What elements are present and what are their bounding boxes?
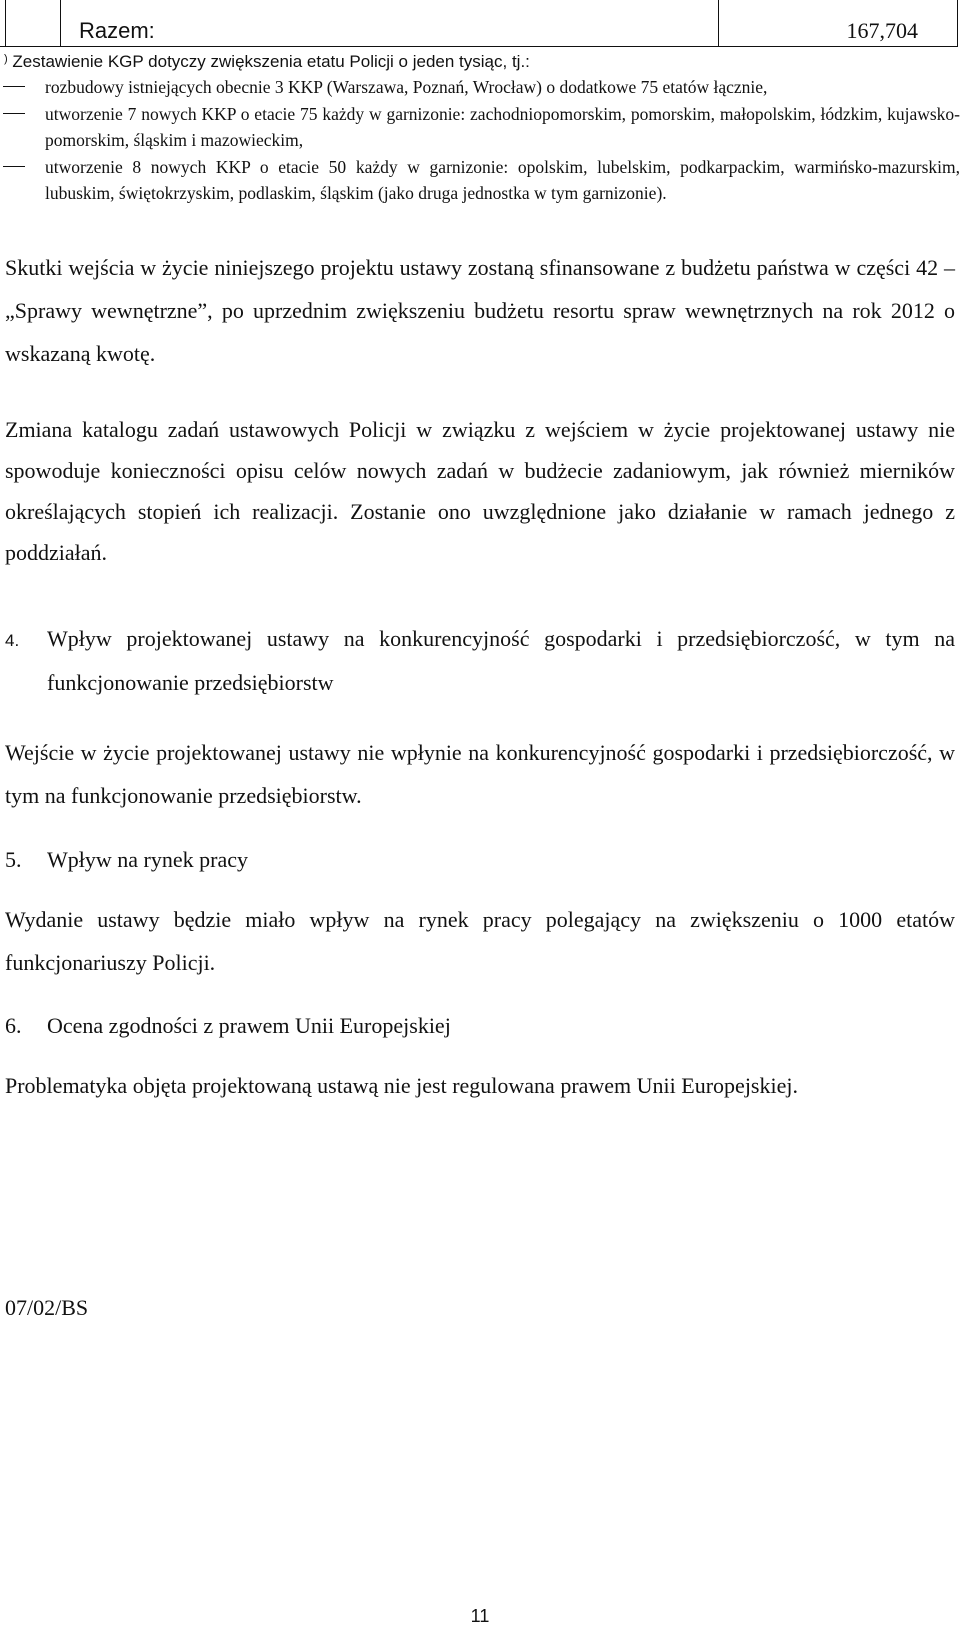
footnote-mark: ) [4,53,8,65]
footnote-text: Zestawienie KGP dotyczy zwiększenia etatu Policji o jeden tysiąc, tj.: [12,52,530,71]
section-title: Ocena zgodności z prawem Unii Europejskiej [47,1013,451,1038]
section-title: Wpływ na rynek pracy [47,847,248,872]
table-total-value: 167,704 [846,18,918,43]
list-item-text: utworzenie 8 nowych KKP o etacie 50 każdy w garnizonie: opolskim, lubelskim, podkarpackim, warmińsko-mazurskim, lubuskim, świętokrzyskim, podlaskim, śląskim (jako druga jednostka w tym garnizonie). [45,156,960,203]
section-title: Wpływ projektowanej ustawy na konkurencyjność gospodarki i przedsiębiorczość, w tym na funkcjonowanie przedsiębiorstw [47,626,955,695]
list-item-text: utworzenie 7 nowych KKP o etacie 75 każdy w garnizonie: zachodniopomorskim, pomorskim, małopolskim, łódzkim, kujawsko-pomorskim, śląskim i mazowieckim, [45,103,960,150]
paragraph-funding: Skutki wejścia w życie niniejszego projektu ustawy zostaną sfinansowane z budżetu państwa w części 42 ‒ „Sprawy wewnętrzne”, po uprzednim zwiększeniu budżetu resortu spraw wewnętrznych na rok 2012 o wskazaną kwotę. [5,255,955,366]
section-number: 4. [5,631,20,650]
section-number: 6. [5,1013,22,1038]
table-border-bottom [0,46,958,47]
kkp-list [0,74,960,207]
section-heading-5 [5,838,955,882]
list-item [0,154,960,207]
paragraph-tasks: Zmiana katalogu zadań ustawowych Policji w związku z wejściem w życie projektowanej ustawy nie spowoduje konieczności opisu celów nowych zadań w budżecie zadaniowym, jak również mierników określających stopień ich realizacji. Zostanie ono uwzględnione jako działanie w ramach jednego z poddziałań. [5,417,955,565]
dash-bullet-icon [3,166,25,167]
list-item [0,74,960,101]
paragraph-labour-market: Wydanie ustawy będzie miało wpływ na rynek pracy polegający na zwiększeniu o 1000 etatów funkcjonariuszy Policji. [5,907,955,975]
section-number: 5. [5,847,22,872]
table-border-col1 [60,0,61,47]
section-heading-4 [5,617,955,705]
dash-bullet-icon [3,86,25,87]
dash-bullet-icon [3,113,25,114]
section-heading-6 [5,1004,955,1048]
document-code: 07/02/BS [5,1295,89,1320]
page-number: 11 [470,1606,490,1626]
table-border-col2 [718,0,719,47]
table-border-right [957,0,958,47]
paragraph-eu-law: Problematyka objęta projektowaną ustawą nie jest regulowana prawem Unii Europejskiej. [5,1073,798,1098]
list-item [0,101,960,154]
footnote [4,48,530,73]
table-total-label: Razem: [79,18,155,43]
table-border-left [5,0,6,47]
summary-table [0,0,958,47]
paragraph-competitiveness: Wejście w życie projektowanej ustawy nie wpłynie na konkurencyjność gospodarki i przedsiębiorczość, w tym na funkcjonowanie przedsiębiorstw. [5,740,955,808]
list-item-text: rozbudowy istniejących obecnie 3 KKP (Warszawa, Poznań, Wrocław) o dodatkowe 75 etatów łącznie, [45,77,768,97]
